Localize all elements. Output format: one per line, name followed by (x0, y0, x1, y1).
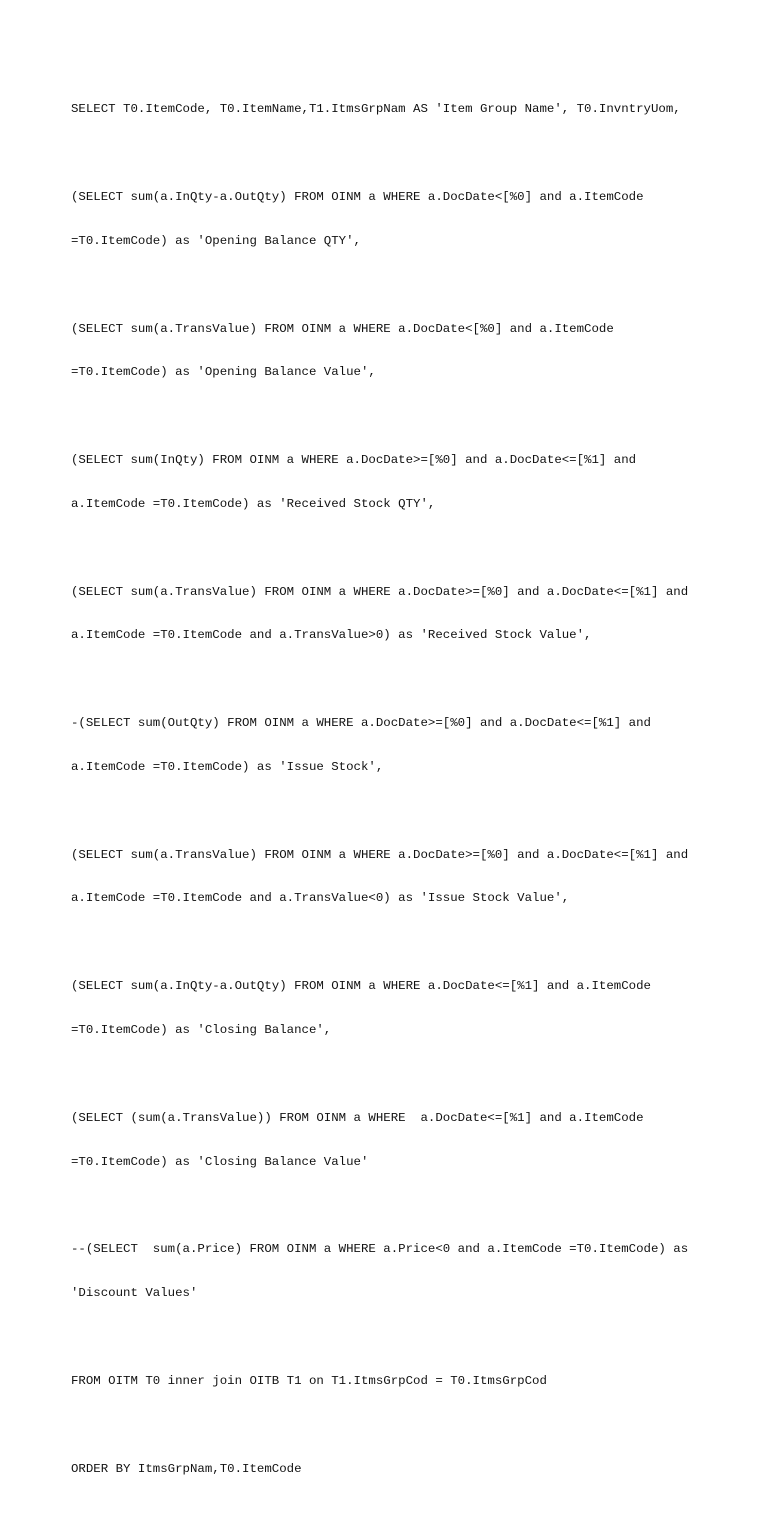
sql-line: SELECT T0.ItemCode, T0.ItemName,T1.ItmsGrpNam AS 'Item Group Name', T0.InvntryUom, (71, 102, 681, 117)
sql-line: -(SELECT sum(OutQty) FROM OINM a WHERE a.DocDate>=[%0] and a.DocDate<=[%1] and (71, 716, 651, 731)
sql-line: a.ItemCode =T0.ItemCode and a.TransValue>0) as 'Received Stock Value', (71, 628, 592, 643)
sql-line: (SELECT sum(a.InQty-a.OutQty) FROM OINM a WHERE a.DocDate<=[%1] and a.ItemCode (71, 979, 651, 994)
sql-paragraph-discount-values-comment (71, 1213, 711, 1330)
sql-paragraph-opening-balance-value (71, 292, 711, 409)
sql-line: a.ItemCode =T0.ItemCode) as 'Issue Stock', (71, 759, 384, 774)
sql-line: =T0.ItemCode) as 'Closing Balance', (71, 1023, 332, 1038)
sql-line: ORDER BY ItmsGrpNam,T0.ItemCode (71, 1461, 302, 1476)
sql-line: (SELECT sum(a.InQty-a.OutQty) FROM OINM a WHERE a.DocDate<[%0] and a.ItemCode (71, 189, 644, 204)
sql-line: (SELECT (sum(a.TransValue)) FROM OINM a WHERE a.DocDate<=[%1] and a.ItemCode (71, 1110, 644, 1125)
sql-line: (SELECT sum(a.TransValue) FROM OINM a WHERE a.DocDate>=[%0] and a.DocDate<=[%1] and (71, 847, 689, 862)
sql-paragraph-select-columns (71, 73, 711, 146)
sql-line: --(SELECT sum(a.Price) FROM OINM a WHERE a.Price<0 and a.ItemCode =T0.ItemCode) as (71, 1242, 689, 1257)
sql-line: (SELECT sum(a.TransValue) FROM OINM a WHERE a.DocDate<[%0] and a.ItemCode (71, 321, 614, 336)
sql-paragraph-from-join (71, 1345, 711, 1418)
sql-line: =T0.ItemCode) as 'Opening Balance Value', (71, 365, 376, 380)
sql-paragraph-closing-balance-value (71, 1082, 711, 1199)
sql-paragraph-closing-balance (71, 950, 711, 1067)
sql-paragraph-received-stock-value (71, 555, 711, 672)
sql-line: a.ItemCode =T0.ItemCode) as 'Received Stock QTY', (71, 496, 436, 511)
sql-paragraph-received-stock-qty (71, 424, 711, 541)
sql-line: =T0.ItemCode) as 'Closing Balance Value' (71, 1154, 369, 1169)
sql-paragraph-order-by (71, 1432, 711, 1505)
sql-paragraph-opening-balance-qty (71, 161, 711, 278)
sql-line: FROM OITM T0 inner join OITB T1 on T1.ItmsGrpCod = T0.ItmsGrpCod (71, 1373, 547, 1388)
sql-paragraph-issue-stock-value (71, 819, 711, 936)
sql-line: a.ItemCode =T0.ItemCode and a.TransValue<0) as 'Issue Stock Value', (71, 891, 570, 906)
sql-line: (SELECT sum(a.TransValue) FROM OINM a WHERE a.DocDate>=[%0] and a.DocDate<=[%1] and (71, 584, 689, 599)
sql-paragraph-issue-stock (71, 687, 711, 804)
sql-line: =T0.ItemCode) as 'Opening Balance QTY', (71, 233, 361, 248)
sql-query-text (71, 73, 711, 1520)
sql-line: (SELECT sum(InQty) FROM OINM a WHERE a.DocDate>=[%0] and a.DocDate<=[%1] and (71, 453, 637, 468)
sql-line: 'Discount Values' (71, 1286, 198, 1301)
